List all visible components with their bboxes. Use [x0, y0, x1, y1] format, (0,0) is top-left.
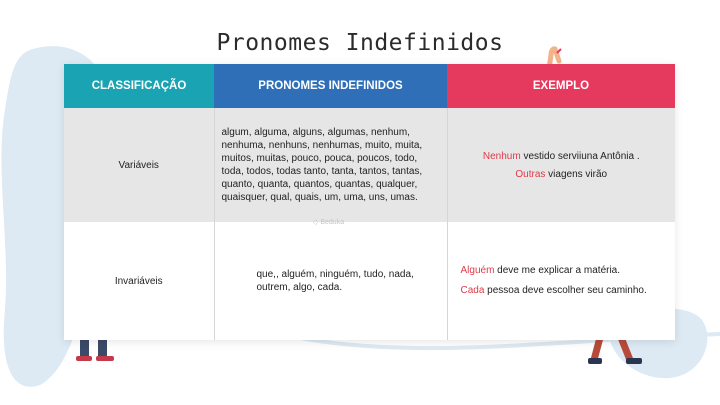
example-rest: pessoa deve escolher seu caminho.: [484, 285, 647, 296]
example-rest: vestido serviiuna Antônia .: [520, 150, 640, 162]
pronouns-table: [64, 64, 675, 340]
highlighted-pronoun: Outras: [515, 168, 546, 180]
example-sentence: [449, 168, 675, 181]
watermark-logo-icon: ◇: [313, 219, 319, 226]
pronouns-invariaveis: que,, alguém, ninguém, tudo, nada, outrem, algo, cada.: [214, 222, 447, 340]
example-rest: viagens virão: [545, 168, 608, 180]
example-sentence: [449, 150, 675, 163]
category-invariaveis: Invariáveis: [64, 222, 214, 340]
pronouns-variaveis: algum, alguma, alguns, algumas, nenhum, nenhuma, nenhuns, nenhumas, muito, muita, muitos, muitas, pouco, pouca, poucos, todo, toda, todos, todas tanto, tanta, tantos, tantas, quanto, quanta, quantos, quantas, qualquer, quaisquer, qual, quais, um, uma, uns, umas.: [214, 108, 447, 222]
header-classificacao: CLASSIFICAÇÃO: [64, 64, 214, 108]
watermark-text: Beduka: [320, 219, 345, 226]
example-sentence: [461, 282, 672, 300]
highlighted-pronoun: Alguém: [460, 265, 495, 276]
table-row-variaveis: [64, 108, 675, 222]
category-variaveis: Variáveis: [64, 108, 214, 222]
highlighted-pronoun: Cada: [460, 285, 485, 296]
watermark: [313, 218, 344, 226]
page-title: Pronomes Indefinidos: [216, 30, 504, 56]
header-pronomes-indefinidos: PRONOMES INDEFINIDOS: [214, 64, 447, 108]
example-rest: deve me explicar a matéria.: [494, 265, 621, 276]
example-sentence: [461, 262, 672, 280]
table-row-invariaveis: [64, 222, 675, 340]
examples-invariaveis: [447, 222, 675, 340]
highlighted-pronoun: Nenhum: [482, 150, 521, 162]
examples-variaveis: [447, 108, 675, 222]
header-exemplo: EXEMPLO: [447, 64, 675, 108]
table-header-row: [64, 64, 675, 108]
